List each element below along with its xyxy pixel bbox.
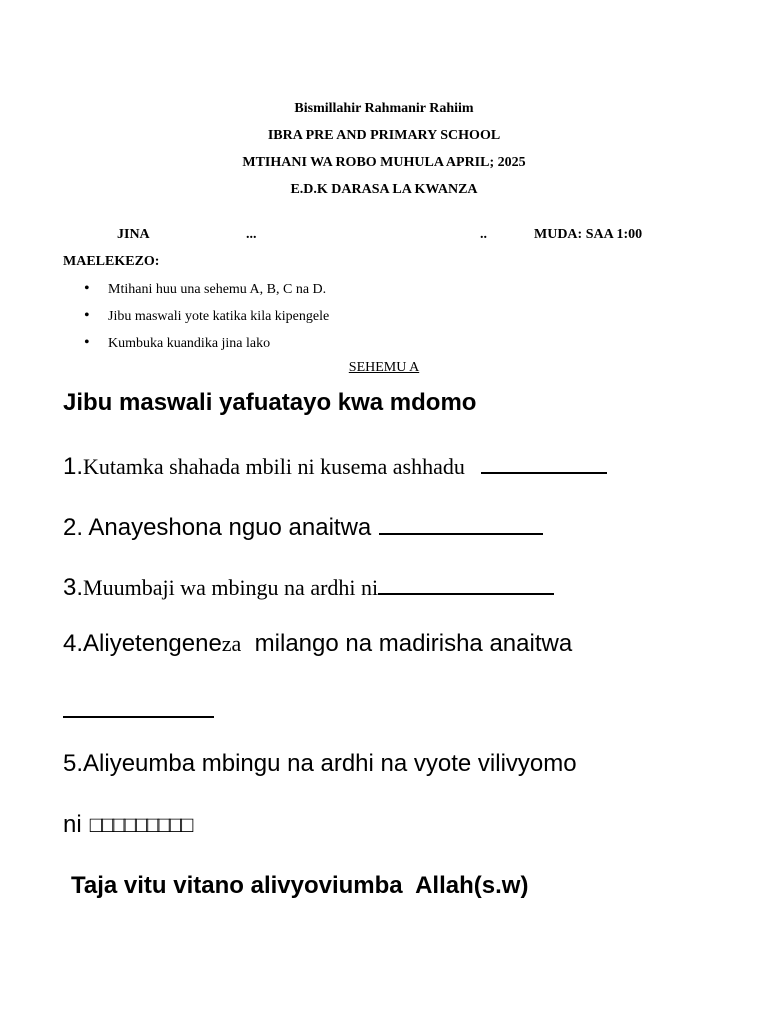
question-3 [63, 571, 554, 600]
q1-answer-blank [481, 450, 607, 474]
instruction-item [84, 280, 326, 298]
time-label: MUDA: SAA 1:00 [534, 227, 643, 242]
q3-number: 3. [63, 574, 84, 601]
instructions-title: MAELEKEZO: [63, 254, 160, 269]
q4-text-end: milango na madirisha anaitwa [241, 630, 573, 657]
name-label: JINA [117, 227, 150, 242]
question-1 [63, 450, 607, 479]
instruction-text: Jibu maswali yote katika kila kipengele [108, 309, 330, 324]
instruction-text: Mtihani huu una sehemu A, B, C na D. [108, 282, 327, 297]
section-title: SEHEMU A [348, 360, 420, 375]
header-exam-title: MTIHANI WA ROBO MUHULA APRIL; 2025 [242, 155, 526, 170]
section-heading: Jibu maswali yafuatayo kwa mdomo [63, 389, 477, 416]
header-class: E.D.K DARASA LA KWANZA [290, 182, 478, 197]
q4-text-start: 4.Aliyetengene [63, 630, 222, 657]
q4-text-mid: za [221, 631, 242, 656]
question-2 [63, 511, 543, 540]
instruction-item [84, 307, 329, 325]
q4-answer-blank [63, 716, 214, 718]
q1-number: 1. [63, 453, 84, 480]
instruction-item [84, 334, 270, 352]
q5-text: ni [63, 811, 82, 838]
instruction-text: Kumbuka kuandika jina lako [108, 336, 271, 351]
task-heading: Taja vitu vitano alivyoviumba Allah(s.w) [71, 872, 529, 899]
q1-text: Kutamka shahada mbili ni kusema ashhadu [83, 454, 465, 479]
question-5: 5.Aliyeumba mbingu na ardhi na vyote vilivyomo [63, 750, 577, 777]
header-school-name: IBRA PRE AND PRIMARY SCHOOL [267, 128, 501, 143]
q3-text: Muumbaji wa mbingu na ardhi ni [83, 575, 379, 600]
header-bismillah: Bismillahir Rahmanir Rahiim [294, 101, 474, 116]
name-dots-end: .. [480, 227, 487, 242]
bullet-icon: • [84, 307, 90, 324]
bullet-icon: • [84, 280, 90, 297]
question-4 [63, 632, 572, 656]
q5-placeholder-boxes: □□□□□□□□□ [89, 812, 192, 837]
q3-answer-blank [378, 571, 554, 595]
question-5-continued [63, 813, 191, 837]
q2-answer-blank [379, 511, 543, 535]
q2-text: 2. Anayeshona nguo anaitwa [63, 514, 372, 541]
name-dots: ... [246, 227, 257, 242]
bullet-icon: • [84, 334, 90, 351]
